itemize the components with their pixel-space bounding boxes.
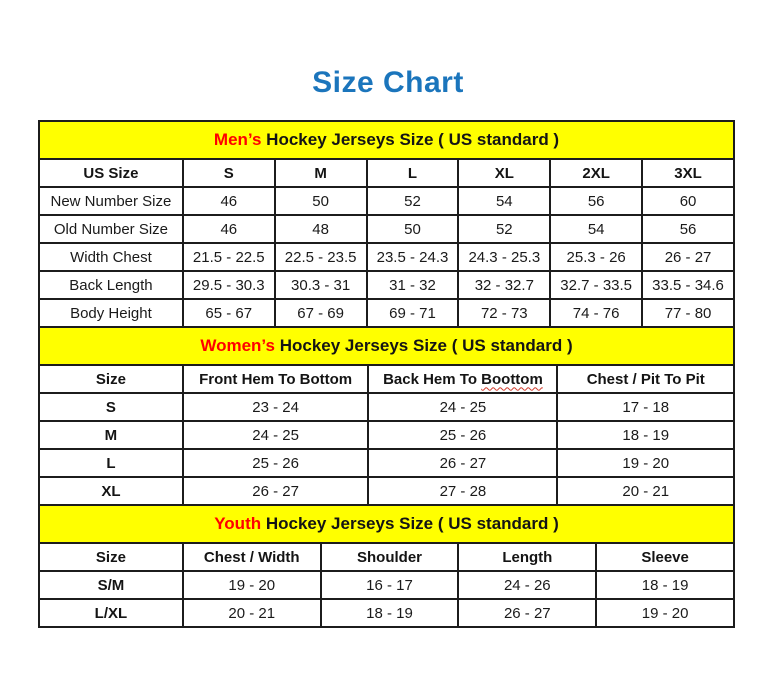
cell-value: 25 - 26 — [368, 421, 557, 449]
column-header: 2XL — [550, 159, 642, 187]
size-chart-tables — [38, 120, 735, 628]
column-header: XL — [458, 159, 550, 187]
section-band — [39, 505, 734, 543]
cell-value: 50 — [367, 215, 459, 243]
cell-value: 54 — [458, 187, 550, 215]
table-row — [39, 299, 734, 327]
cell-value: 33.5 - 34.6 — [642, 271, 734, 299]
row-label: M — [39, 421, 183, 449]
cell-value: 72 - 73 — [458, 299, 550, 327]
cell-value: 24 - 25 — [368, 393, 557, 421]
column-header: L — [367, 159, 459, 187]
section-band-highlight: Men’s — [213, 130, 262, 149]
cell-value: 24 - 25 — [183, 421, 369, 449]
cell-value: 48 — [275, 215, 367, 243]
table-row — [39, 243, 734, 271]
cell-value: 19 - 20 — [557, 449, 734, 477]
row-label: L/XL — [39, 599, 183, 627]
column-header: S — [183, 159, 275, 187]
column-header: Shoulder — [321, 543, 459, 571]
cell-value: 23 - 24 — [183, 393, 369, 421]
cell-value: 52 — [458, 215, 550, 243]
column-header: Size — [39, 543, 183, 571]
column-header: Size — [39, 365, 183, 393]
table-row — [39, 271, 734, 299]
row-label: Width Chest — [39, 243, 183, 271]
size-table-mens — [38, 120, 735, 328]
table-row — [39, 187, 734, 215]
cell-value: 21.5 - 22.5 — [183, 243, 275, 271]
cell-value: 32.7 - 33.5 — [550, 271, 642, 299]
size-table-womens — [38, 326, 735, 506]
cell-value: 17 - 18 — [557, 393, 734, 421]
section-band-row — [39, 327, 734, 365]
cell-value: 16 - 17 — [321, 571, 459, 599]
row-label: S — [39, 393, 183, 421]
cell-value: 19 - 20 — [596, 599, 734, 627]
row-label: New Number Size — [39, 187, 183, 215]
section-band — [39, 327, 734, 365]
cell-value: 65 - 67 — [183, 299, 275, 327]
cell-value: 26 - 27 — [642, 243, 734, 271]
cell-value: 18 - 19 — [321, 599, 459, 627]
section-band — [39, 121, 734, 159]
cell-value: 54 — [550, 215, 642, 243]
cell-value: 30.3 - 31 — [275, 271, 367, 299]
table-row — [39, 393, 734, 421]
cell-value: 20 - 21 — [557, 477, 734, 505]
table-row — [39, 477, 734, 505]
section-band-text: Hockey Jerseys Size ( US standard ) — [274, 336, 573, 355]
column-header: Length — [458, 543, 596, 571]
section-band-text: Hockey Jerseys Size ( US standard ) — [261, 514, 559, 533]
cell-value: 26 - 27 — [458, 599, 596, 627]
cell-value: 52 — [367, 187, 459, 215]
cell-value: 46 — [183, 187, 275, 215]
table-row — [39, 571, 734, 599]
cell-value: 56 — [642, 215, 734, 243]
cell-value: 18 - 19 — [557, 421, 734, 449]
row-label: L — [39, 449, 183, 477]
page-title: Size Chart — [312, 66, 464, 99]
cell-value: 50 — [275, 187, 367, 215]
cell-value: 74 - 76 — [550, 299, 642, 327]
table-row — [39, 449, 734, 477]
table-row — [39, 215, 734, 243]
section-band-row — [39, 505, 734, 543]
column-header: Chest / Width — [183, 543, 321, 571]
row-label: S/M — [39, 571, 183, 599]
cell-value: 25 - 26 — [183, 449, 369, 477]
column-header: Sleeve — [596, 543, 734, 571]
cell-value: 26 - 27 — [183, 477, 369, 505]
table-row — [39, 599, 734, 627]
section-band-row — [39, 121, 734, 159]
cell-value: 29.5 - 30.3 — [183, 271, 275, 299]
header-row — [39, 365, 734, 393]
row-label: Back Length — [39, 271, 183, 299]
cell-value: 32 - 32.7 — [458, 271, 550, 299]
size-table-youth — [38, 504, 735, 628]
cell-value: 67 - 69 — [275, 299, 367, 327]
cell-value: 22.5 - 23.5 — [275, 243, 367, 271]
cell-value: 24.3 - 25.3 — [458, 243, 550, 271]
column-header: Chest / Pit To Pit — [557, 365, 734, 393]
row-label: Old Number Size — [39, 215, 183, 243]
cell-value: 77 - 80 — [642, 299, 734, 327]
section-band-highlight: Youth — [214, 514, 262, 533]
cell-value: 19 - 20 — [183, 571, 321, 599]
cell-value: 27 - 28 — [368, 477, 557, 505]
cell-value: 23.5 - 24.3 — [367, 243, 459, 271]
cell-value: 69 - 71 — [367, 299, 459, 327]
row-label: XL — [39, 477, 183, 505]
cell-value: 31 - 32 — [367, 271, 459, 299]
column-header: M — [275, 159, 367, 187]
cell-value: 60 — [642, 187, 734, 215]
cell-value: 25.3 - 26 — [550, 243, 642, 271]
column-header-text: Back Hem To — [383, 370, 482, 388]
section-band-highlight: Women’s — [200, 336, 275, 355]
table-row — [39, 421, 734, 449]
header-row — [39, 159, 734, 187]
cell-value: 18 - 19 — [596, 571, 734, 599]
cell-value: 24 - 26 — [458, 571, 596, 599]
cell-value: 56 — [550, 187, 642, 215]
cell-value: 20 - 21 — [183, 599, 321, 627]
header-row — [39, 543, 734, 571]
row-label: Body Height — [39, 299, 183, 327]
column-header: Front Hem To Bottom — [183, 365, 369, 393]
column-header: US Size — [39, 159, 183, 187]
column-header: 3XL — [642, 159, 734, 187]
cell-value: 46 — [183, 215, 275, 243]
misspelled-word: Boottom — [481, 370, 543, 388]
section-band-text: Hockey Jerseys Size ( US standard ) — [261, 130, 560, 149]
cell-value: 26 - 27 — [368, 449, 557, 477]
column-header — [368, 365, 557, 393]
